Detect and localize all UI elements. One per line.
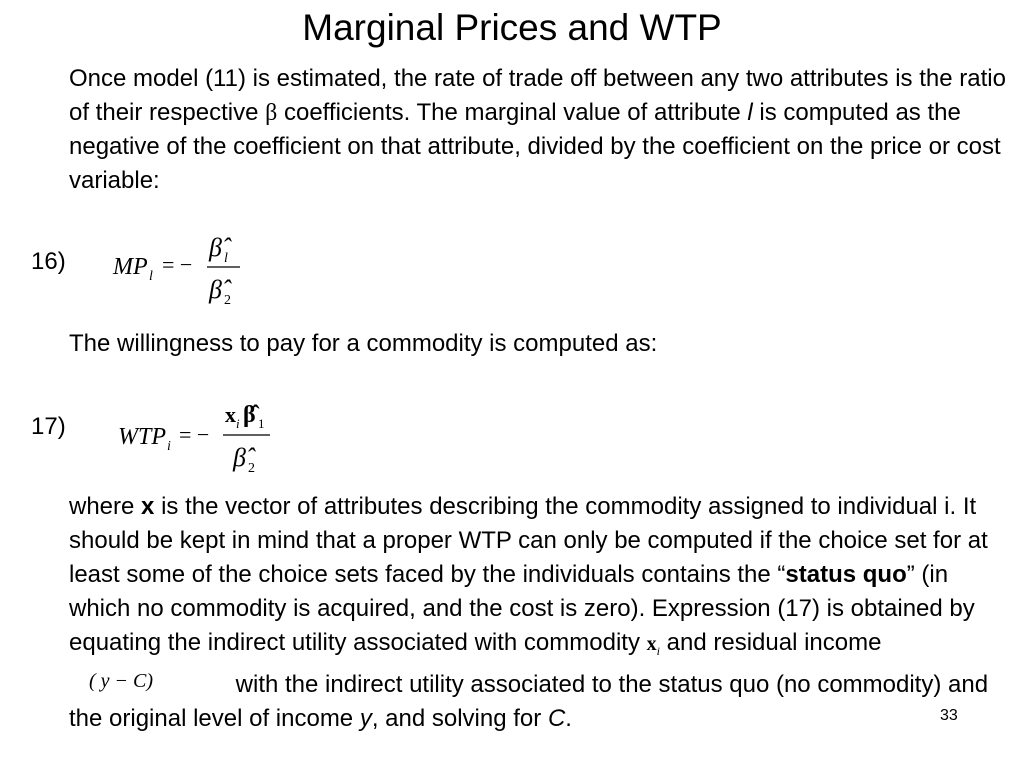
eq16-numerator: β̂: [209, 233, 222, 262]
status-quo-term: status quo: [785, 561, 907, 588]
income-y: y: [359, 705, 372, 732]
eq16-denominator-sub: 2: [224, 293, 231, 308]
inline-y-minus-c: ( y − C): [89, 670, 154, 692]
beta-symbol: β: [265, 100, 278, 126]
eq17-lhs: WTP: [118, 424, 166, 450]
eq17-equals: = −: [179, 422, 210, 447]
eq17-lhs-sub: i: [167, 439, 171, 454]
intro-paragraph: Once model (11) is estimated, the rate of trade off between any two attributes is the ratio of their respective β coefficients. The marginal value of attribute l is computed as the negative of the coefficient on that attribute, divided by the coefficient on the price or cost variable:: [69, 65, 1006, 194]
equation-16: [110, 222, 260, 312]
eq17-numerator-beta-sub: 1: [258, 416, 265, 431]
eq17-denominator-sub: 2: [248, 461, 255, 476]
eq17-numerator-beta: β̂: [243, 402, 256, 428]
attribute-l: l: [747, 99, 753, 126]
inline-xi: $x_i$: [646, 633, 660, 658]
eq16-equals: = −: [162, 252, 193, 277]
page-number: 33: [940, 707, 958, 724]
x-vector: x: [141, 493, 155, 520]
eq16-numerator-sub: l: [224, 251, 228, 266]
explanation-paragraph: where x is the vector of attributes describing the commodity assigned to individual i. It should be kept in mind that a proper WTP can only be computed if the choice set for at least some of the choice sets faced by the individuals contains the “status quo” (in which no commodity is acquired, and the cost is zero). Expression (17) is obtained by equating the indirect utility associated with commodity $x_i$ and residual income ( y − C) with the indirect utility associated to the status quo (no commodity) and the original level of income y, and solving for C.: [69, 493, 989, 732]
eq17-numerator-x-sub: i: [236, 416, 240, 431]
eq17-denominator: β̂: [233, 443, 246, 472]
equation-17-label: 17): [31, 413, 66, 440]
eq16-denominator: β̂: [209, 275, 222, 304]
equation-17: [115, 392, 295, 482]
eq16-lhs: MP: [113, 254, 148, 280]
slide-title: Marginal Prices and WTP: [302, 7, 722, 48]
eq16-lhs-sub: l: [149, 269, 153, 284]
eq17-numerator-x: x: [225, 402, 236, 427]
wtp-intro: The willingness to pay for a commodity is computed as:: [69, 330, 658, 357]
equation-16-label: 16): [31, 248, 66, 275]
cost-c: C: [547, 705, 566, 732]
